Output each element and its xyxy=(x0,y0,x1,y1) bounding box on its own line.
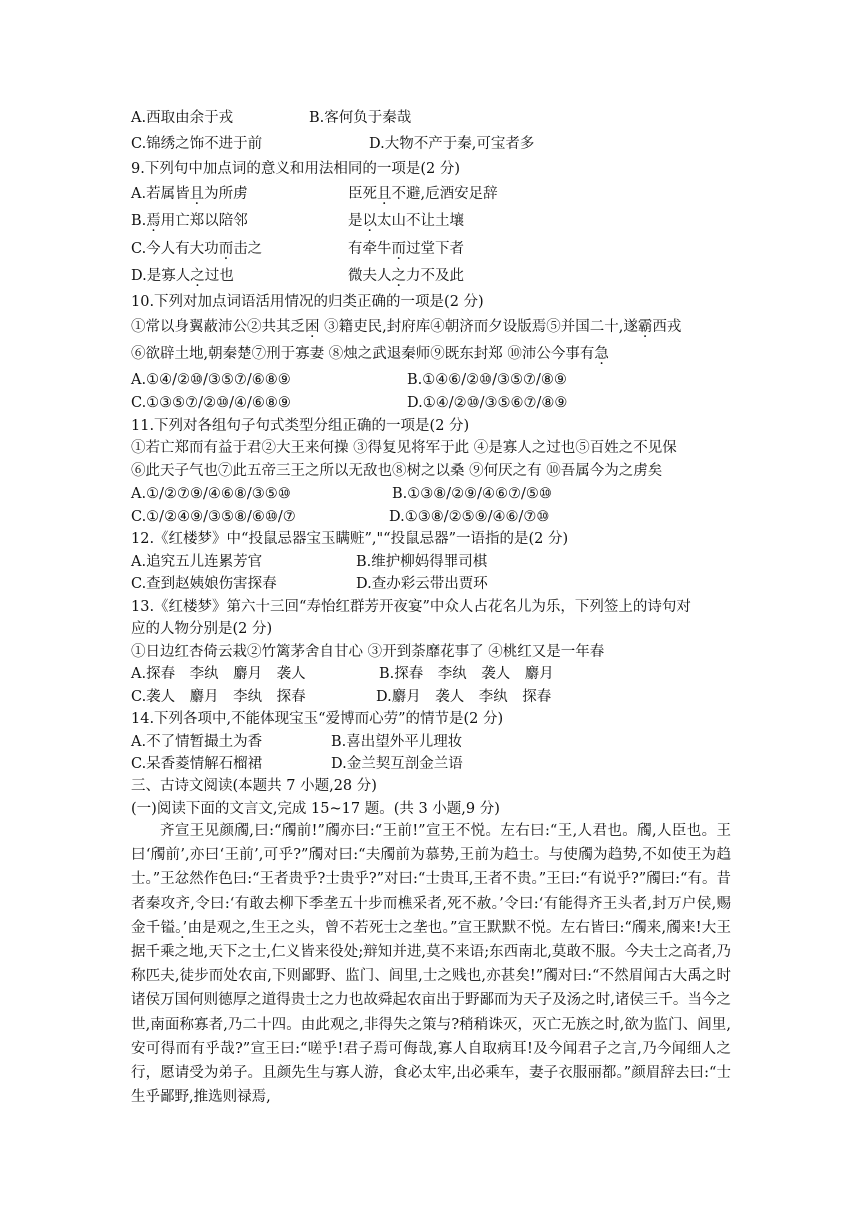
q10-items-line1: ①常以身翼蔽沛公②共其乏困 ③籍吏民,封府库④朝济而夕设版焉⑤并国二十,遂霸西戎 xyxy=(131,319,682,335)
q9-option-b-left[interactable]: B.焉用亡郑以陪邻 xyxy=(131,213,248,229)
q9-stem: 9.下列句中加点词的意义和用法相同的一项是(2 分) xyxy=(131,161,460,177)
q14-option-b[interactable]: B.喜出望外平儿理妆 xyxy=(331,734,463,750)
q14-option-c[interactable]: C.呆香菱情解石榴裙 xyxy=(131,756,263,772)
q13-option-d[interactable]: D.麝月 袭人 李纨 探春 xyxy=(376,689,552,705)
emphasis-dot-char: 且 xyxy=(189,186,205,202)
emphasis-dot-char: 镒 xyxy=(160,919,176,936)
emphasis-dot-char: 霸 xyxy=(637,319,653,335)
classical-chinese-passage: 齐宣王见颜斶,曰:“斶前!”斶亦曰:“王前!”宣王不悦。左右曰:“王,人君也。斶,人臣也。王曰‘斶前’,亦曰‘王前’,可乎?”斶对曰:“夫斶前为慕势,王前为趋士。与使斶为趋势,不如使王为趋士。”王忿然作色曰:“王者贵乎?士贵乎?”对曰:“士贵耳,王者不贵。”王曰:“有说乎?”斶曰:“有。昔者秦攻齐,令曰:‘有敢去柳下季垄五十步而樵采者,死不赦。’令曰:‘有能得齐王头者,封万户侯,赐金千镒。’由是观之,生王之头，曾不若死士之垄也。”宣王默默不悦。左右皆曰:“斶来,斶来!大王据千乘之地,天下之士,仁义皆来役处;辩知并进,莫不来语;东西南北,莫敢不服。今夫士之高者,乃称匹夫,徒步而处农亩,下则鄙野、监门、闾里,士之贱也,亦甚矣!”斶对曰:“不然眉闻古大禹之时诸侯万国何则德厚之道得贵士之力也故舜起农亩出于野鄙而为天子及汤之时,诸侯三千。当今之世,南面称寡者,乃二十四。由此观之,非得失之策与?稍稍诛灭，灭亡无族之时,欲为监门、闾里,安可得而有乎哉?”宣王曰:“嗟乎!君子焉可侮哉,寡人自取病耳!及今闻君子之言,乃今闻细人之行，愿请受为弟子。且颜先生与寡人游，食必太牢,出必乘车，妻子衣服丽都。”颜眉辞去曰:“士生乎鄙野,推选则禄焉, xyxy=(131,823,731,1106)
q9-option-a-left[interactable]: A.若属皆且为所虏 xyxy=(131,186,248,202)
q12-option-a[interactable]: A.追究五儿连累芳官 xyxy=(131,554,263,570)
q10-option-a[interactable]: A.①④/②⑩/③⑤⑦/⑥⑧⑨ xyxy=(131,372,291,388)
q12-option-b[interactable]: B.维护柳妈得罪司棋 xyxy=(356,554,488,570)
q10-option-c[interactable]: C.①③⑤⑦/②⑩/④/⑥⑧⑨ xyxy=(131,395,291,411)
q8-option-b[interactable]: B.客何负于秦哉 xyxy=(309,110,412,126)
q11-option-d[interactable]: D.①③⑧/②⑤⑨/④⑥/⑦⑩ xyxy=(389,509,550,525)
q12-option-c[interactable]: C.查到赵姨娘伤害探春 xyxy=(131,576,277,592)
emphasis-dot-char: 而 xyxy=(218,241,234,257)
q9-option-d-left[interactable]: D.是寡人之过也 xyxy=(131,268,234,284)
emphasis-dot-char: 之 xyxy=(391,268,406,284)
q10-option-d[interactable]: D.①④/②⑩/③⑤⑥⑦/⑧⑨ xyxy=(407,395,568,411)
q8-option-d[interactable]: D.大物不产于秦,可宝者多 xyxy=(369,136,535,152)
q13-option-c[interactable]: C.袭人 麝月 李纨 探春 xyxy=(131,689,306,705)
q12-stem: 12.《红楼梦》中“投鼠忌器宝玉瞒赃”,"“投鼠忌器”一语指的是(2 分) xyxy=(131,531,569,547)
q10-option-b[interactable]: B.①④⑥/②⑩/③⑤⑦/⑧⑨ xyxy=(407,372,567,388)
q13-stem-line2: 应的人物分别是(2 分) xyxy=(131,621,273,637)
emphasis-dot-char: 困 xyxy=(305,319,320,335)
q13-stem-line1: 13.《红楼梦》第六十三回“寿怡红群芳开夜宴”中众人占花名儿为乐，下列签上的诗句对 xyxy=(131,599,691,615)
q11-stem: 11.下列对各组句子句式类型分组正确的一项是(2 分) xyxy=(131,418,470,434)
emphasis-dot-char: 焉 xyxy=(146,213,161,229)
q13-poem-lines: ①日边红杏倚云栽②竹篱茅舍自甘心 ③开到荼靡花事了 ④桃红又是一年春 xyxy=(131,644,605,660)
q11-option-c[interactable]: C.①/②④⑨/③⑤⑧/⑥⑩/⑦ xyxy=(131,509,296,525)
q9-option-b-right: 是以太山不让土壤 xyxy=(348,213,464,229)
q10-items-line2: ⑥欲辟土地,朝秦楚⑦刑于寡妻 ⑧烛之武退秦师⑨既东封郑 ⑩沛公今事有急 xyxy=(131,346,609,362)
section-heading: 三、古诗文阅读(本题共 7 小题,28 分) xyxy=(131,778,377,794)
q13-option-a[interactable]: A.探春 李纨 麝月 袭人 xyxy=(131,666,306,682)
emphasis-dot-char: 急 xyxy=(594,346,609,362)
passage-instructions: (一)阅读下面的文言文,完成 15~17 题。(共 3 小题,9 分) xyxy=(131,801,500,817)
q14-stem: 14.下列各项中,不能体现宝玉“爱博而心劳”的情节是(2 分) xyxy=(131,711,504,727)
q14-option-d[interactable]: D.金兰契互剖金兰语 xyxy=(331,756,463,772)
q13-option-b[interactable]: B.探春 李纨 袭人 麝月 xyxy=(379,666,554,682)
q11-option-a[interactable]: A.①/②⑦⑨/④⑥⑧/③⑤⑩ xyxy=(131,486,291,502)
q11-items-line2: ⑥此天子气也⑦此五帝三王之所以无敌也⑧树之以桑 ⑨何厌之有 ⑩吾属今为之虏矣 xyxy=(131,463,663,479)
emphasis-dot-char: 而 xyxy=(391,241,406,257)
q9-option-a-right: 臣死且不避,卮酒安足辞 xyxy=(348,186,498,202)
q8-option-c[interactable]: C.锦绣之饰不进于前 xyxy=(131,136,263,152)
emphasis-dot-char: 且 xyxy=(377,186,392,202)
q9-option-d-right: 微夫人之力不及此 xyxy=(348,268,464,284)
q11-items-line1: ①若亡郑而有益于君②大王来何操 ③得复见将军于此 ④是寡人之过也⑤百姓之不见保 xyxy=(131,440,677,456)
q12-option-d[interactable]: D.查办彩云带出贾环 xyxy=(356,576,488,592)
q14-option-a[interactable]: A.不了情暂撮土为香 xyxy=(131,734,263,750)
q8-option-a[interactable]: A.西取由余于戎 xyxy=(131,110,234,126)
q10-stem: 10.下列对加点词语活用情况的归类正确的一项是(2 分) xyxy=(131,294,484,310)
q9-option-c-left[interactable]: C.今人有大功而击之 xyxy=(131,241,263,257)
q11-option-b[interactable]: B.①③⑧/②⑨/④⑥⑦/⑤⑩ xyxy=(392,486,552,502)
emphasis-dot-char: 之 xyxy=(190,268,205,284)
emphasis-dot-char: 以 xyxy=(362,213,377,229)
q9-option-c-right: 有牵牛而过堂下者 xyxy=(348,241,464,257)
